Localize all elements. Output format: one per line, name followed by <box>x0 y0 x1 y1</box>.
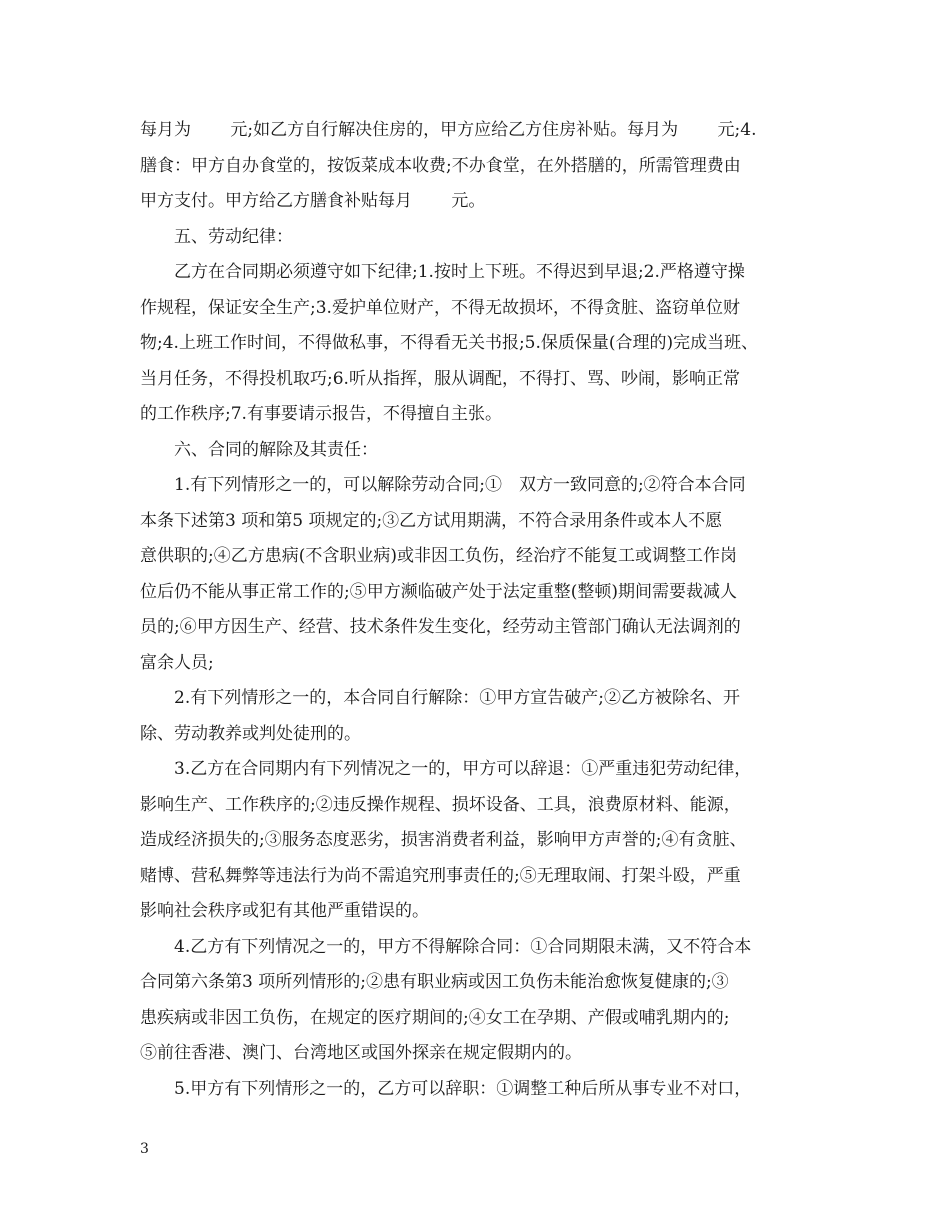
text-line: 1.有下列情形之一的，可以解除劳动合同;① 双方一致同意的;②符合本合同 <box>140 475 746 495</box>
text-line: 3.乙方在合同期内有下列情况之一的，甲方可以辞退：①严重违犯劳动纪律， <box>140 759 752 779</box>
text-line: 每月为 元;如乙方自行解决住房的，甲方应给乙方住房补贴。每月为 元;4. <box>140 120 757 140</box>
section-heading: 六、合同的解除及其责任： <box>140 439 378 460</box>
text-line: 造成经济损失的;③服务态度恶劣，损害消费者利益，影响甲方声誉的;④有贪脏、 <box>140 830 747 850</box>
section-heading: 五、劳动纪律： <box>140 226 293 247</box>
text-line: 除、劳动教养或判处徒刑的。 <box>140 723 361 744</box>
text-line: 员的;⑥甲方因生产、经营、技术条件发生变化，经劳动主管部门确认无法调剂的 <box>140 617 741 637</box>
text-line: 的工作秩序;7.有事要请示报告，不得擅自主张。 <box>140 404 502 424</box>
text-line: 影响生产、工作秩序的;②违反操作规程、损坏设备、工具，浪费原材料、能源， <box>140 794 741 815</box>
text-line: 赌博、营私舞弊等违法行为尚不需追究刑事责任的;⑤无理取闹、打架斗殴，严重 <box>140 865 741 886</box>
text-line: ⑤前往香港、澳门、台湾地区或国外探亲在规定假期内的。 <box>140 1043 582 1063</box>
page-number: 3 <box>140 1141 149 1157</box>
document-body <box>140 113 815 1107</box>
text-line: 乙方在合同期必须遵守如下纪律;1.按时上下班。不得迟到早退;2.严格遵守操 <box>140 262 745 282</box>
text-line: 4.乙方有下列情况之一的，甲方不得解除合同：①合同期限未满，又不符合本 <box>140 936 752 957</box>
text-line: 意供职的;④乙方患病(不含职业病)或非因工负伤，经治疗不能复工或调整工作岗 <box>140 546 737 566</box>
text-line: 物;4.上班工作时间，不得做私事，不得看无关书报;5.保质保量(合理的)完成当班、 <box>140 333 759 353</box>
text-line: 合同第六条第3 项所列情形的;②患有职业病或因工负伤未能治愈恢复健康的;③ <box>140 972 729 992</box>
text-line: 本条下述第3 项和第5 项规定的;③乙方试用期满，不符合录用条件或本人不愿 <box>140 510 723 531</box>
text-line: 膳食：甲方自办食堂的，按饭菜成本收费;不办食堂，在外搭膳的，所需管理费由 <box>140 155 741 176</box>
text-line: 甲方支付。甲方给乙方膳食补贴每月 元。 <box>140 191 486 211</box>
text-line: 5.甲方有下列情形之一的，乙方可以辞职：①调整工种后所从事专业不对口， <box>140 1078 752 1099</box>
text-line: 位后仍不能从事正常工作的;⑤甲方濒临破产处于法定重整(整顿)期间需要裁减人 <box>140 581 737 602</box>
text-line: 作规程，保证安全生产;3.爱护单位财产，不得无故损坏，不得贪脏、盗窃单位财 <box>140 297 740 318</box>
text-line: 当月任务，不得投机取巧;6.听从指挥，服从调配，不得打、骂、吵闹，影响正常 <box>140 368 740 389</box>
text-line: 影响社会秩序或犯有其他严重错误的。 <box>140 901 429 921</box>
text-line: 患疾病或非因工负伤，在规定的医疗期间的;④女工在孕期、产假或哺乳期内的; <box>140 1007 730 1028</box>
text-line: 富余人员; <box>140 652 214 673</box>
text-line: 2.有下列情形之一的，本合同自行解除：①甲方宣告破产;②乙方被除名、开 <box>140 688 740 708</box>
